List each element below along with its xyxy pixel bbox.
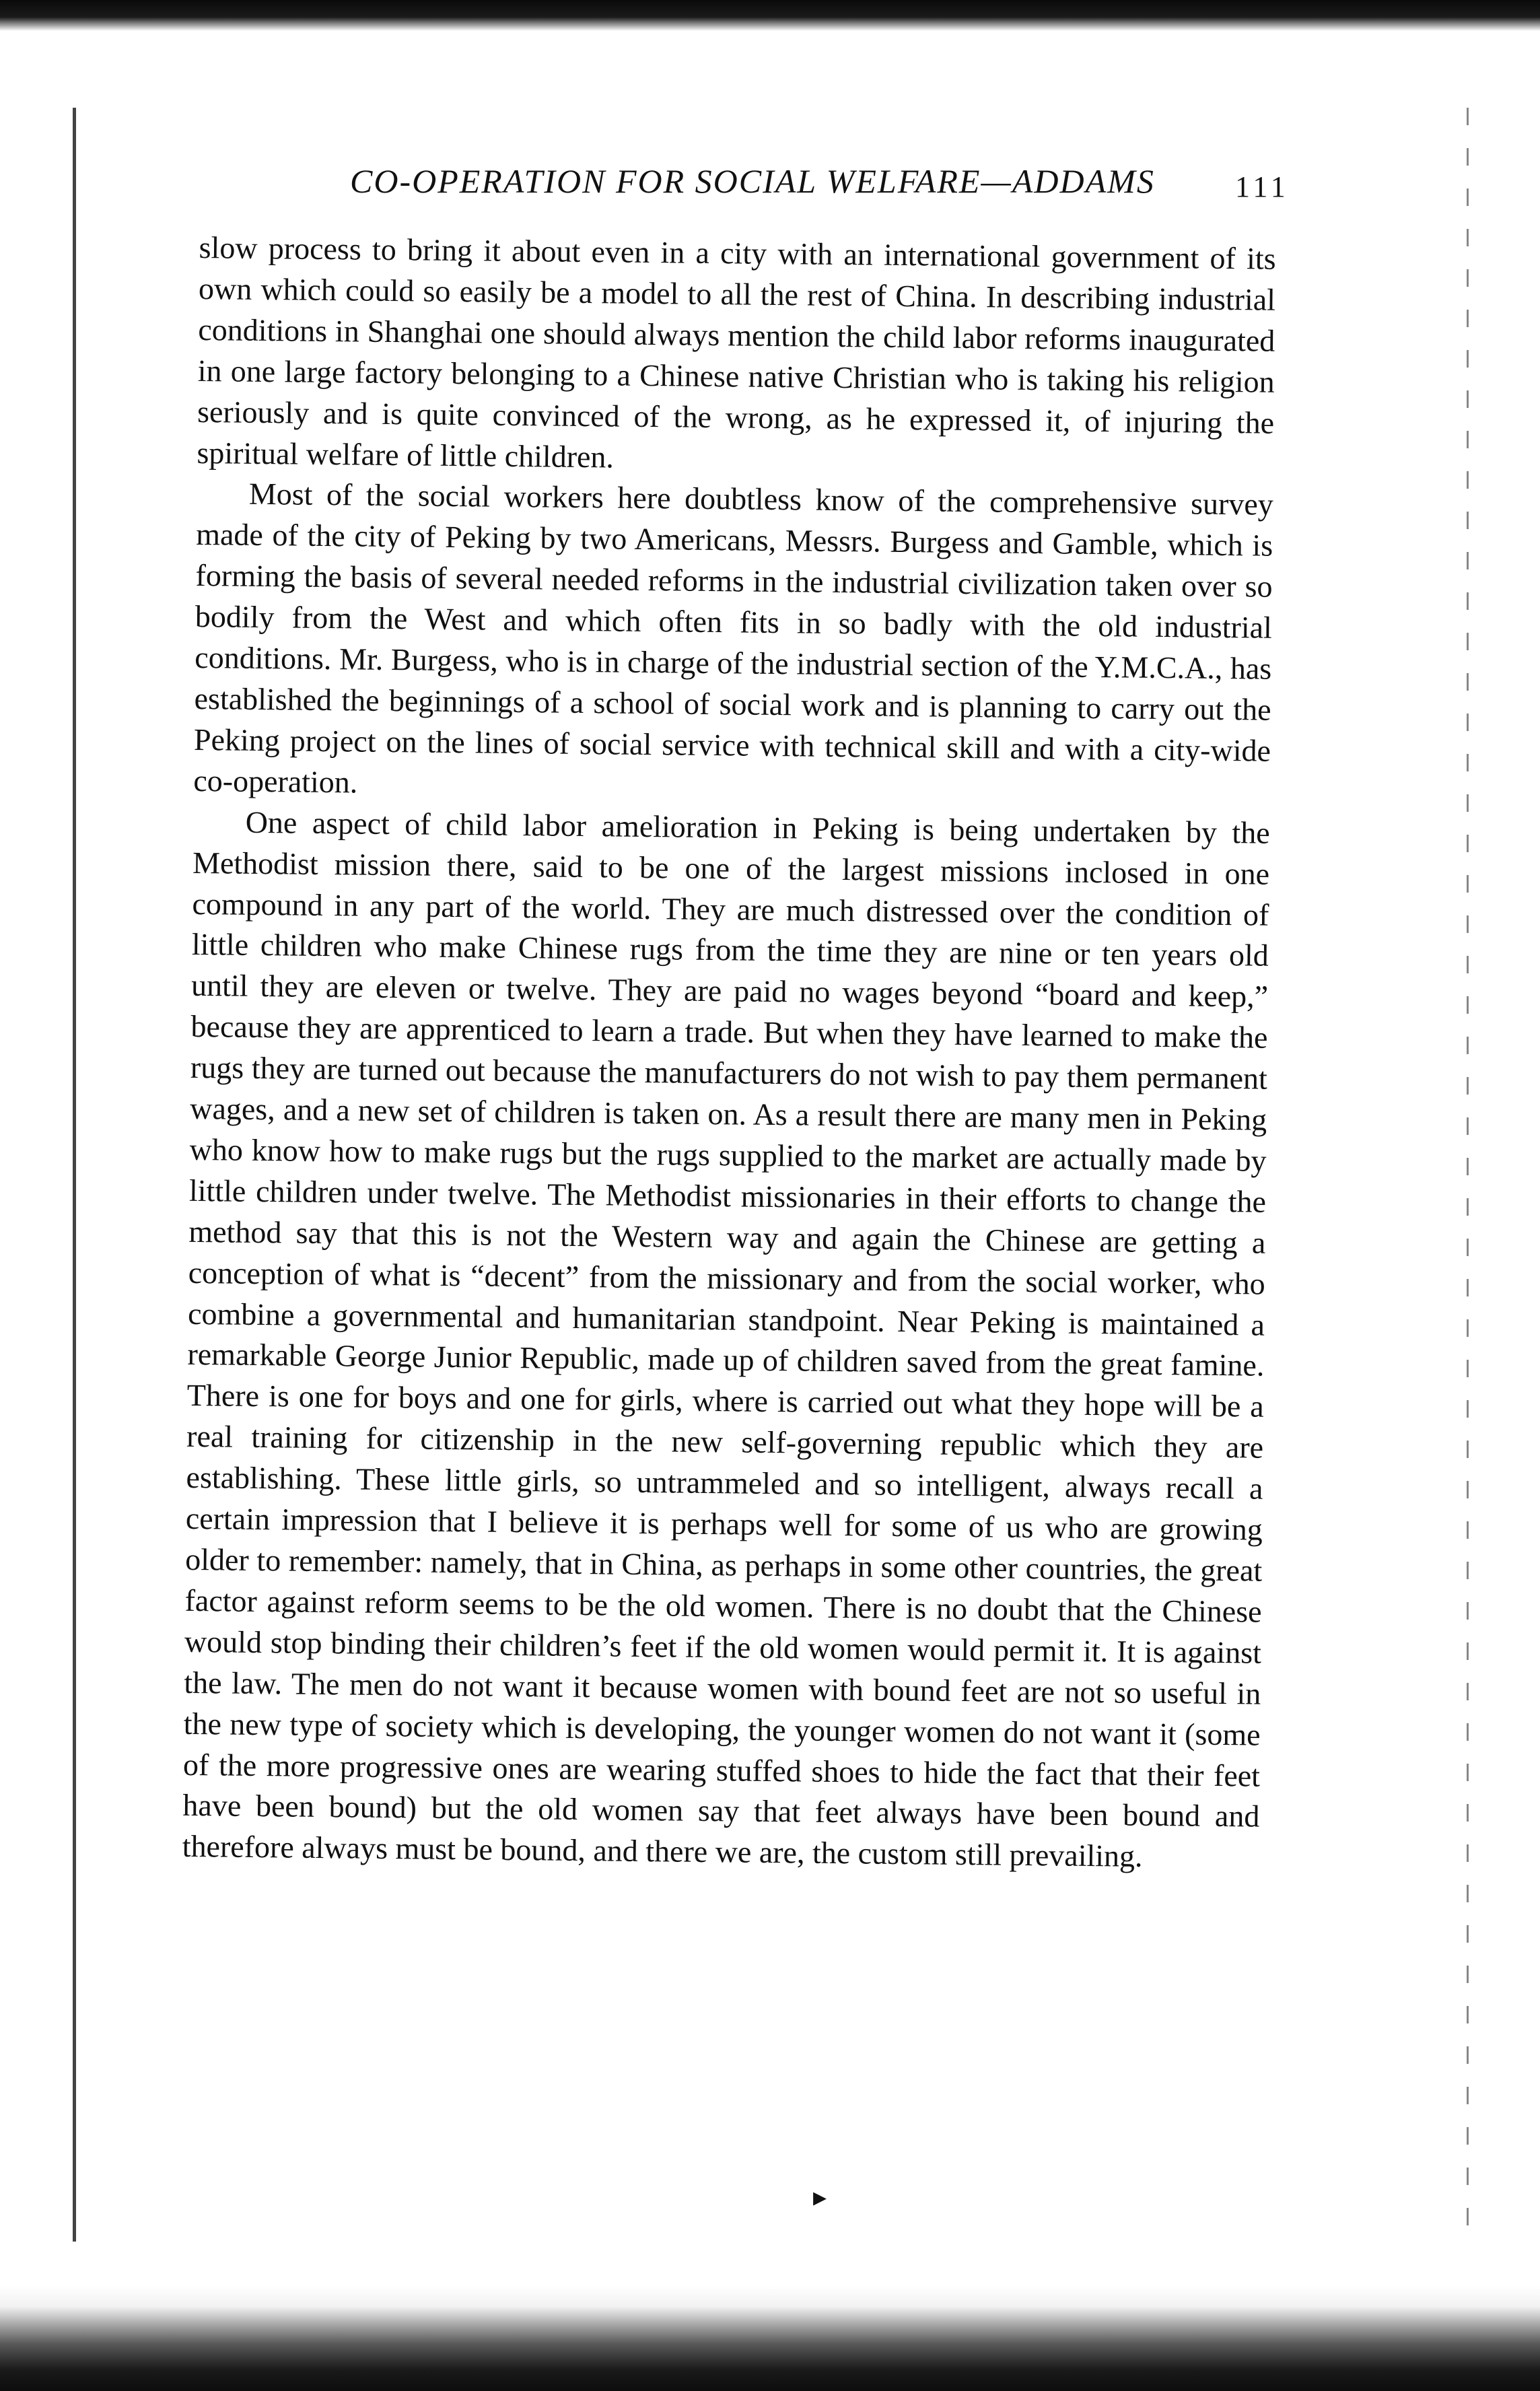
bottom-mark-glyph: ▸ xyxy=(813,2182,827,2212)
scan-edge-line-right xyxy=(1467,108,1469,2228)
body-text xyxy=(182,228,1275,1879)
scan-border-bottom xyxy=(0,2285,1540,2391)
paragraph-2: Most of the social workers here doubtless know of the comprehensive survey made of the city of Peking by two Americans, Messrs. Burgess and Gamble, which is forming the basis of several needed reforms in the industrial civilization taken over so bodily from the West and which often fits in so badly with the old industrial conditions. Mr. Burgess, who is in charge of the industrial section of the Y.M.C.A., has established the beginnings of a school of social work and is planning to carry out the Peking project on the lines of social service with technical skill and with a city-wide co-operation. xyxy=(193,477,1274,800)
scan-edge-line-left xyxy=(73,108,76,2242)
paragraph-3: One aspect of child labor amelioration in Peking is being undertaken by the Methodist mission there, said to be one of the largest missions inclosed in one compound in any part of the world. They are much distressed over the condition of little children who make Chinese rugs from the time they are nine or ten years old until they are eleven or twelve. They are paid no wages beyond “board and keep,” because they are apprenticed to learn a trade. But when they have learned to make the rugs they are turned out because the manufacturers do not wish to pay them permanent wages, and a new set of children is taken on. As a result there are many men in Peking who know how to make rugs but the rugs supplied to the market are actually made by little children under twelve. The Methodist missionaries in their efforts to change the method say that this is not the Western way and again the Chinese are getting a conception of what is “decent” from the missionary and from the social worker, who combine a governmental and humanitarian standpoint. Near Peking is maintained a remarkable George Junior Republic, made up of children saved from the great famine. There is one for boys and one for girls, where is carried out what they hope will be a real training for citizenship in the new self-governing republic which they are establishing. These little girls, so untrammeled and so intelligent, always recall a certain impression that I believe it is perhaps well for some of us who are growing older to remember: namely, that in China, as perhaps in some other countries, the great factor against reform seems to be the old women. There is no doubt that the Chinese would stop binding their children’s feet if the old women would permit it. It is against the law. The men do not want it because women with bound feet are not so useful in the new type of society which is developing, the younger women do not want it (some of the more progressive ones are wearing stuffed shoes to hide the fact that their feet have been bound) but the old women say that feet always have been bound and therefore always must be bound, and there we are, the custom still prevailing. xyxy=(182,804,1270,1874)
running-head: CO-OPERATION FOR SOCIAL WELFARE—ADDAMS xyxy=(350,162,1155,200)
paragraph-1: slow process to bring it about even in a city with an international government of its own which could so easily be a model to all the rest of China. In describing industrial conditions in Shanghai one should always mention the child labor reforms inaugurated in one large factory belonging to a Chinese native Christian who is taking his religion seriously and is quite convinced of the wrong, as he expressed it, of injuring the spiritual welfare of little children. xyxy=(197,230,1276,474)
page-number: 111 xyxy=(1235,170,1290,203)
scan-border-top xyxy=(0,0,1540,31)
